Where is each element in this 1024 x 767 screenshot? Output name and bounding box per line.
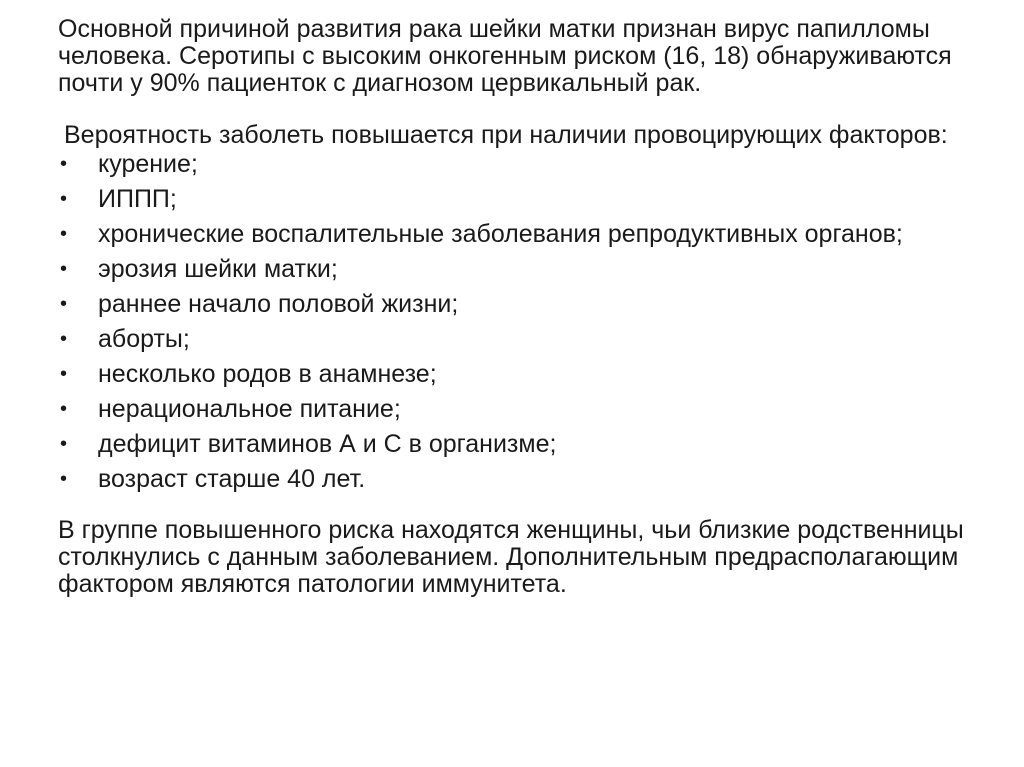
bullet-icon: • — [60, 468, 68, 490]
bullet-icon: • — [60, 258, 68, 280]
list-item — [58, 186, 978, 213]
bullet-icon: • — [60, 153, 68, 175]
list-item-text: курение; — [98, 150, 198, 178]
list-item — [58, 466, 978, 493]
list-item-text: раннее начало половой жизни; — [98, 290, 459, 318]
bullet-icon: • — [60, 398, 68, 420]
list-item-text: хронические воспалительные заболевания репродуктивных органов; — [98, 220, 903, 248]
risk-factors-list — [58, 151, 978, 493]
list-item-text: возраст старше 40 лет. — [98, 465, 366, 493]
bullet-icon: • — [60, 363, 68, 385]
list-item — [58, 361, 978, 388]
intro-paragraph: Основной причиной развития рака шейки матки признан вирус папилломы человека. Серотипы с высоким онкогенным риском (16, 18) обнаруживаются почти у 90% пациенток с диагнозом цервикальный рак. — [58, 15, 952, 97]
list-item — [58, 396, 978, 423]
bullet-icon: • — [60, 188, 68, 210]
list-item-text: несколько родов в анамнезе; — [98, 360, 437, 388]
list-item — [58, 291, 978, 318]
risk-intro-paragraph: Вероятность заболеть повышается при наличии провоцирующих факторов: — [64, 121, 948, 149]
list-item-text: ИППП; — [98, 185, 177, 213]
list-item-text: эрозия шейки матки; — [98, 255, 338, 283]
list-item-text: нерациональное питание; — [98, 395, 401, 423]
list-item — [58, 221, 978, 248]
bullet-icon: • — [60, 328, 68, 350]
list-item-text: дефицит витаминов А и С в организме; — [98, 430, 557, 458]
list-item — [58, 151, 978, 178]
bullet-icon: • — [60, 223, 68, 245]
bullet-icon: • — [60, 433, 68, 455]
bullet-icon: • — [60, 293, 68, 315]
list-item — [58, 431, 978, 458]
list-item-text: аборты; — [98, 325, 190, 353]
list-item — [58, 256, 978, 283]
conclusion-paragraph: В группе повышенного риска находятся женщины, чьи близкие родственницы столкнулись с данным заболеванием. Дополнительным предрасполагающим фактором являются патологии иммунитета. — [58, 516, 964, 598]
slide-content — [58, 16, 978, 598]
list-item — [58, 326, 978, 353]
